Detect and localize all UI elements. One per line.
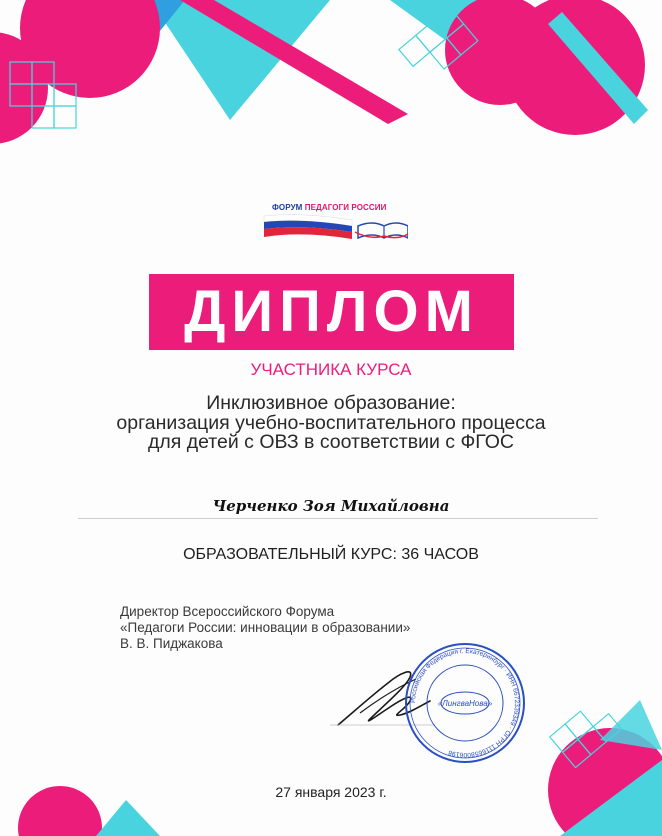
diploma-title: ДИПЛОМ	[184, 279, 479, 344]
course-line: организация учебно-воспитательного процесса	[116, 411, 546, 434]
director-line: «Педагоги России: инновации в образовании»	[120, 620, 411, 635]
logo-text-part2: ПЕДАГОГИ РОССИИ	[304, 203, 387, 212]
stamp-ring-textpath: Российская Федерация г. Екатеринбург · ИНН 6672339349 · ОГРН 1116658006198	[409, 647, 521, 759]
stamp-center-text: «ЛингваНова»	[437, 699, 493, 708]
director-block	[120, 604, 410, 652]
course-line: для детей с ОВЗ в соответствии с ФГОС	[147, 431, 514, 453]
issue-date: 27 января 2023 г.	[275, 784, 387, 800]
recipient-underline	[78, 518, 598, 519]
course-name	[0, 394, 662, 453]
deco-circle	[505, 0, 645, 135]
recipient-name: Черченко Зоя Михайловна	[212, 497, 450, 515]
flag-book-icon	[262, 212, 408, 242]
deco-triangle	[96, 800, 160, 836]
director-line: Директор Всероссийского Форума	[120, 604, 335, 619]
logo-text	[272, 203, 386, 212]
logo-text-part1: ФОРУМ	[272, 203, 303, 212]
course-line: Инклюзивное образование:	[206, 392, 456, 414]
course-hours: ОБРАЗОВАТЕЛЬНЫЙ КУРС: 36 ЧАСОВ	[183, 546, 479, 563]
director-name: В. В. Пиджакова	[120, 636, 223, 651]
forum-logo	[262, 200, 408, 242]
diploma-subtitle: УЧАСТНИКА КУРСА	[250, 360, 412, 379]
title-banner	[149, 274, 514, 350]
stamp	[402, 640, 528, 766]
